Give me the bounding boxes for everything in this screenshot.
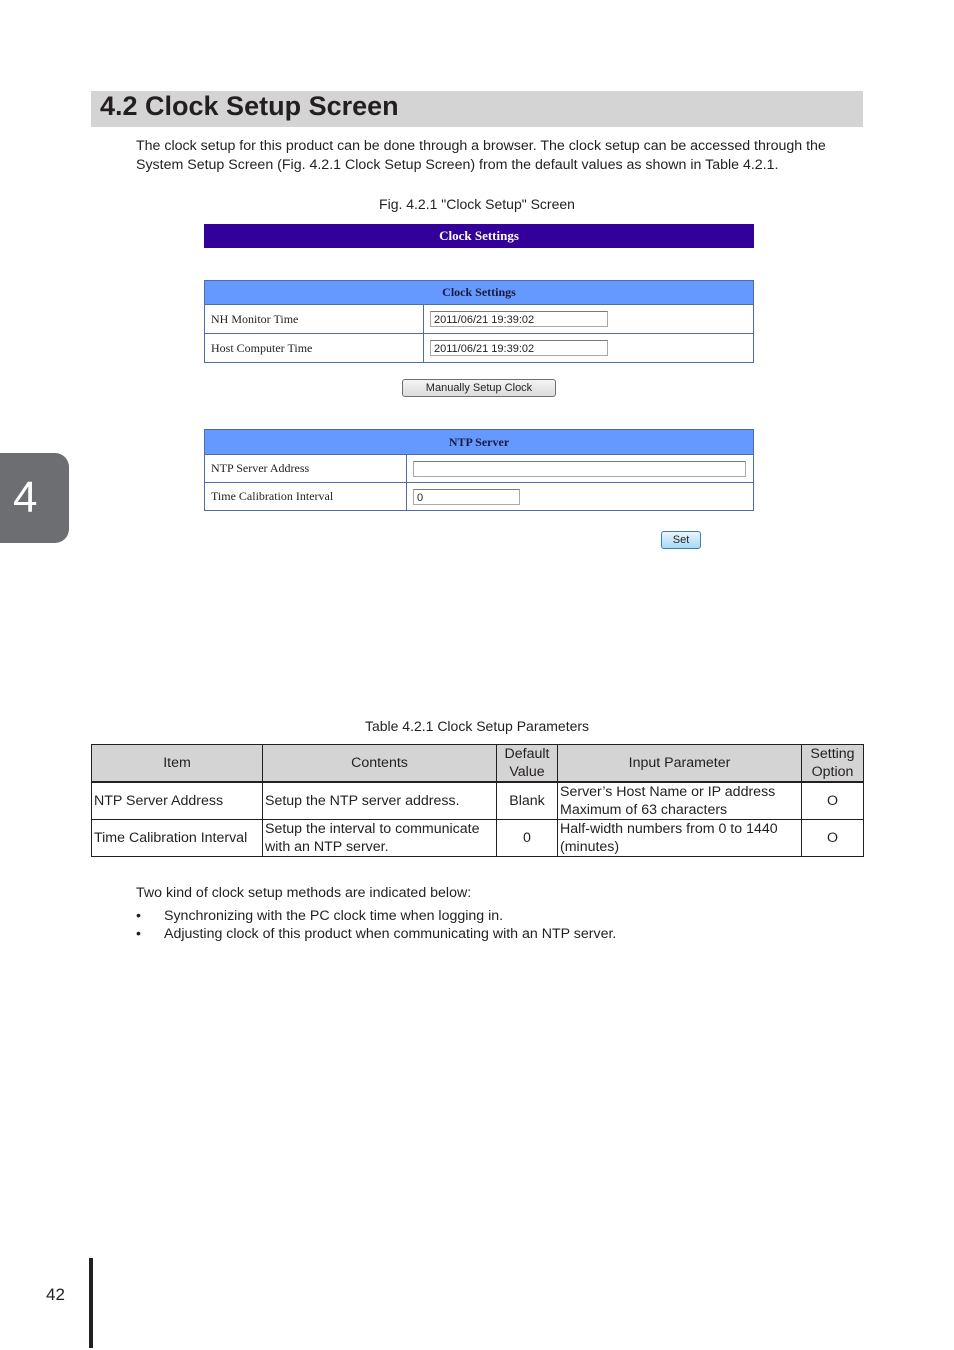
clock-settings-table <box>204 280 754 363</box>
page-number: 42 <box>46 1285 65 1304</box>
table-row <box>92 820 864 857</box>
methods-intro: Two kind of clock setup methods are indicated below: <box>136 885 472 901</box>
cell-input-parameter: Half-width numbers from 0 to 1440 (minutes) <box>558 820 802 857</box>
page-margin-bar <box>89 1258 93 1348</box>
ntp-server-address-label: NTP Server Address <box>205 455 407 483</box>
nh-monitor-time-label: NH Monitor Time <box>205 305 424 334</box>
col-header-contents: Contents <box>263 745 497 783</box>
cell-input-parameter: Server’s Host Name or IP address Maximum of 63 characters <box>558 782 802 820</box>
cell-setting-option: O <box>802 820 864 857</box>
manually-setup-clock-button[interactable]: Manually Setup Clock <box>402 379 556 397</box>
method-text: Synchronizing with the PC clock time when logging in. <box>164 907 504 924</box>
table-row <box>205 305 754 334</box>
list-item <box>136 925 616 944</box>
host-computer-time-field[interactable]: 2011/06/21 19:39:02 <box>430 340 608 356</box>
table-row <box>205 455 754 483</box>
nh-monitor-time-field[interactable]: 2011/06/21 19:39:02 <box>430 311 608 327</box>
chapter-tab <box>0 453 69 543</box>
time-calibration-interval-label: Time Calibration Interval <box>205 483 407 511</box>
time-calibration-interval-field[interactable]: 0 <box>413 489 520 505</box>
ntp-server-header: NTP Server <box>205 430 754 455</box>
ntp-server-address-field[interactable] <box>413 461 746 477</box>
col-header-input-parameter: Input Parameter <box>558 745 802 783</box>
clock-settings-header: Clock Settings <box>205 281 754 305</box>
table-row <box>205 483 754 511</box>
table-caption: Table 4.2.1 Clock Setup Parameters <box>364 718 590 734</box>
table-row <box>205 334 754 363</box>
table-row <box>92 782 864 820</box>
chapter-number: 4 <box>13 473 38 522</box>
cell-default-value: 0 <box>497 820 558 857</box>
list-item <box>136 907 616 926</box>
bullet-icon: • <box>136 926 141 942</box>
intro-paragraph: The clock setup for this product can be done through a browser. The clock setup can be accessed through the System Setup Screen (Fig. 4.2.1 Clock Setup Screen) from the default values as shown in Table 4.2.1. <box>136 138 826 173</box>
cell-setting-option: O <box>802 782 864 820</box>
cell-contents: Setup the interval to communicate with an NTP server. <box>263 820 497 857</box>
clock-settings-banner: Clock Settings <box>204 224 754 248</box>
col-header-default-value: Default Value <box>497 745 558 783</box>
methods-section <box>136 884 616 944</box>
ntp-server-table <box>204 429 754 511</box>
cell-default-value: Blank <box>497 782 558 820</box>
figure-caption: Fig. 4.2.1 "Clock Setup" Screen <box>379 196 575 212</box>
cell-item: NTP Server Address <box>92 782 263 820</box>
set-button[interactable]: Set <box>661 531 701 549</box>
clock-setup-parameters-table <box>91 744 864 857</box>
col-header-item: Item <box>92 745 263 783</box>
bullet-icon: • <box>136 907 141 924</box>
section-title: 4.2 Clock Setup Screen <box>100 91 399 121</box>
host-computer-time-label: Host Computer Time <box>205 334 424 363</box>
section-heading-bar <box>91 91 863 127</box>
col-header-setting-option: Setting Option <box>802 745 864 783</box>
cell-item: Time Calibration Interval <box>92 820 263 857</box>
cell-contents: Setup the NTP server address. <box>263 782 497 820</box>
method-text: Adjusting clock of this product when communicating with an NTP server. <box>164 926 617 942</box>
